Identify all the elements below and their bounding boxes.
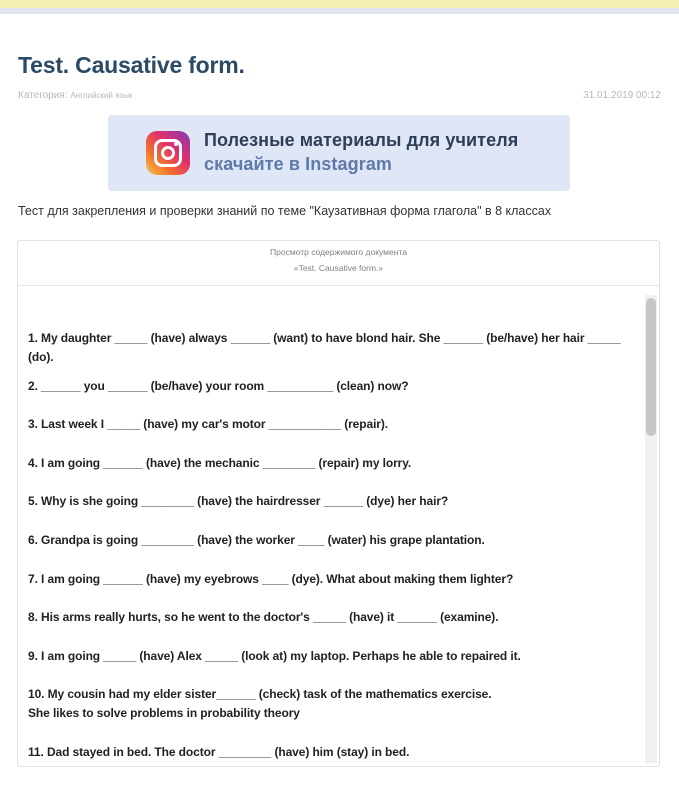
- question-8: 8. His arms really hurts, so he went to the doctor's _____ (have) it ______ (examine).: [28, 610, 499, 624]
- category-label: Категория:: [18, 90, 71, 101]
- document-viewer: [17, 240, 660, 767]
- banner-headline: Полезные материалы для учителя: [204, 130, 519, 150]
- question-2: 2. ______ you ______ (be/have) your room __________ (clean) now?: [28, 379, 409, 393]
- question-10-line-2: She likes to solve problems in probability theory: [28, 706, 300, 720]
- question-6: 6. Grandpa is going ________ (have) the worker ____ (water) his grape plantation.: [28, 533, 485, 547]
- publish-date: 31.01.2019 00:12: [583, 90, 661, 101]
- question-10: [28, 685, 628, 723]
- document-content[interactable]: [18, 287, 659, 767]
- document-viewer-header: [18, 241, 659, 286]
- question-1-line-2: (do).: [28, 350, 54, 364]
- category: [18, 90, 132, 101]
- page-title: Test. Causative form.: [18, 52, 245, 78]
- question-10-line-1: 10. My cousin had my elder sister______ (check) task of the mathematics exercise.: [28, 687, 492, 701]
- scrollbar-thumb[interactable]: [646, 298, 656, 436]
- question-1-line-1: 1. My daughter _____ (have) always ______ (want) to have blond hair. She ______ (be/have) her hair _____: [28, 331, 621, 345]
- instagram-banner[interactable]: [108, 115, 570, 191]
- question-9: 9. I am going _____ (have) Alex _____ (look at) my laptop. Perhaps he able to repaired it.: [28, 649, 521, 663]
- meta-row: [18, 90, 661, 104]
- viewer-caption: Просмотр содержимого документа: [270, 247, 407, 257]
- question-4: 4. I am going ______ (have) the mechanic ________ (repair) my lorry.: [28, 456, 412, 470]
- instagram-icon: [146, 131, 190, 175]
- question-11: 11. Dad stayed in bed. The doctor ________ (have) him (stay) in bed.: [28, 745, 410, 759]
- test-description: Тест для закрепления и проверки знаний по теме "Каузативная форма глагола" в 8 классах: [18, 204, 552, 218]
- question-5: 5. Why is she going ________ (have) the hairdresser ______ (dye) her hair?: [28, 494, 449, 508]
- question-1: [28, 329, 628, 367]
- category-value[interactable]: Английский язык: [70, 91, 133, 100]
- banner-subline: скачайте в Instagram: [204, 154, 393, 174]
- question-3: 3. Last week I _____ (have) my car's motor ___________ (repair).: [28, 417, 388, 431]
- viewer-document-title: «Test. Causative form.»: [293, 263, 384, 273]
- top-stripe-secondary: [0, 8, 679, 14]
- top-stripe: [0, 0, 679, 8]
- question-7: 7. I am going ______ (have) my eyebrows ____ (dye). What about making them lighter?: [28, 572, 514, 586]
- document-scrollbar[interactable]: [645, 295, 657, 763]
